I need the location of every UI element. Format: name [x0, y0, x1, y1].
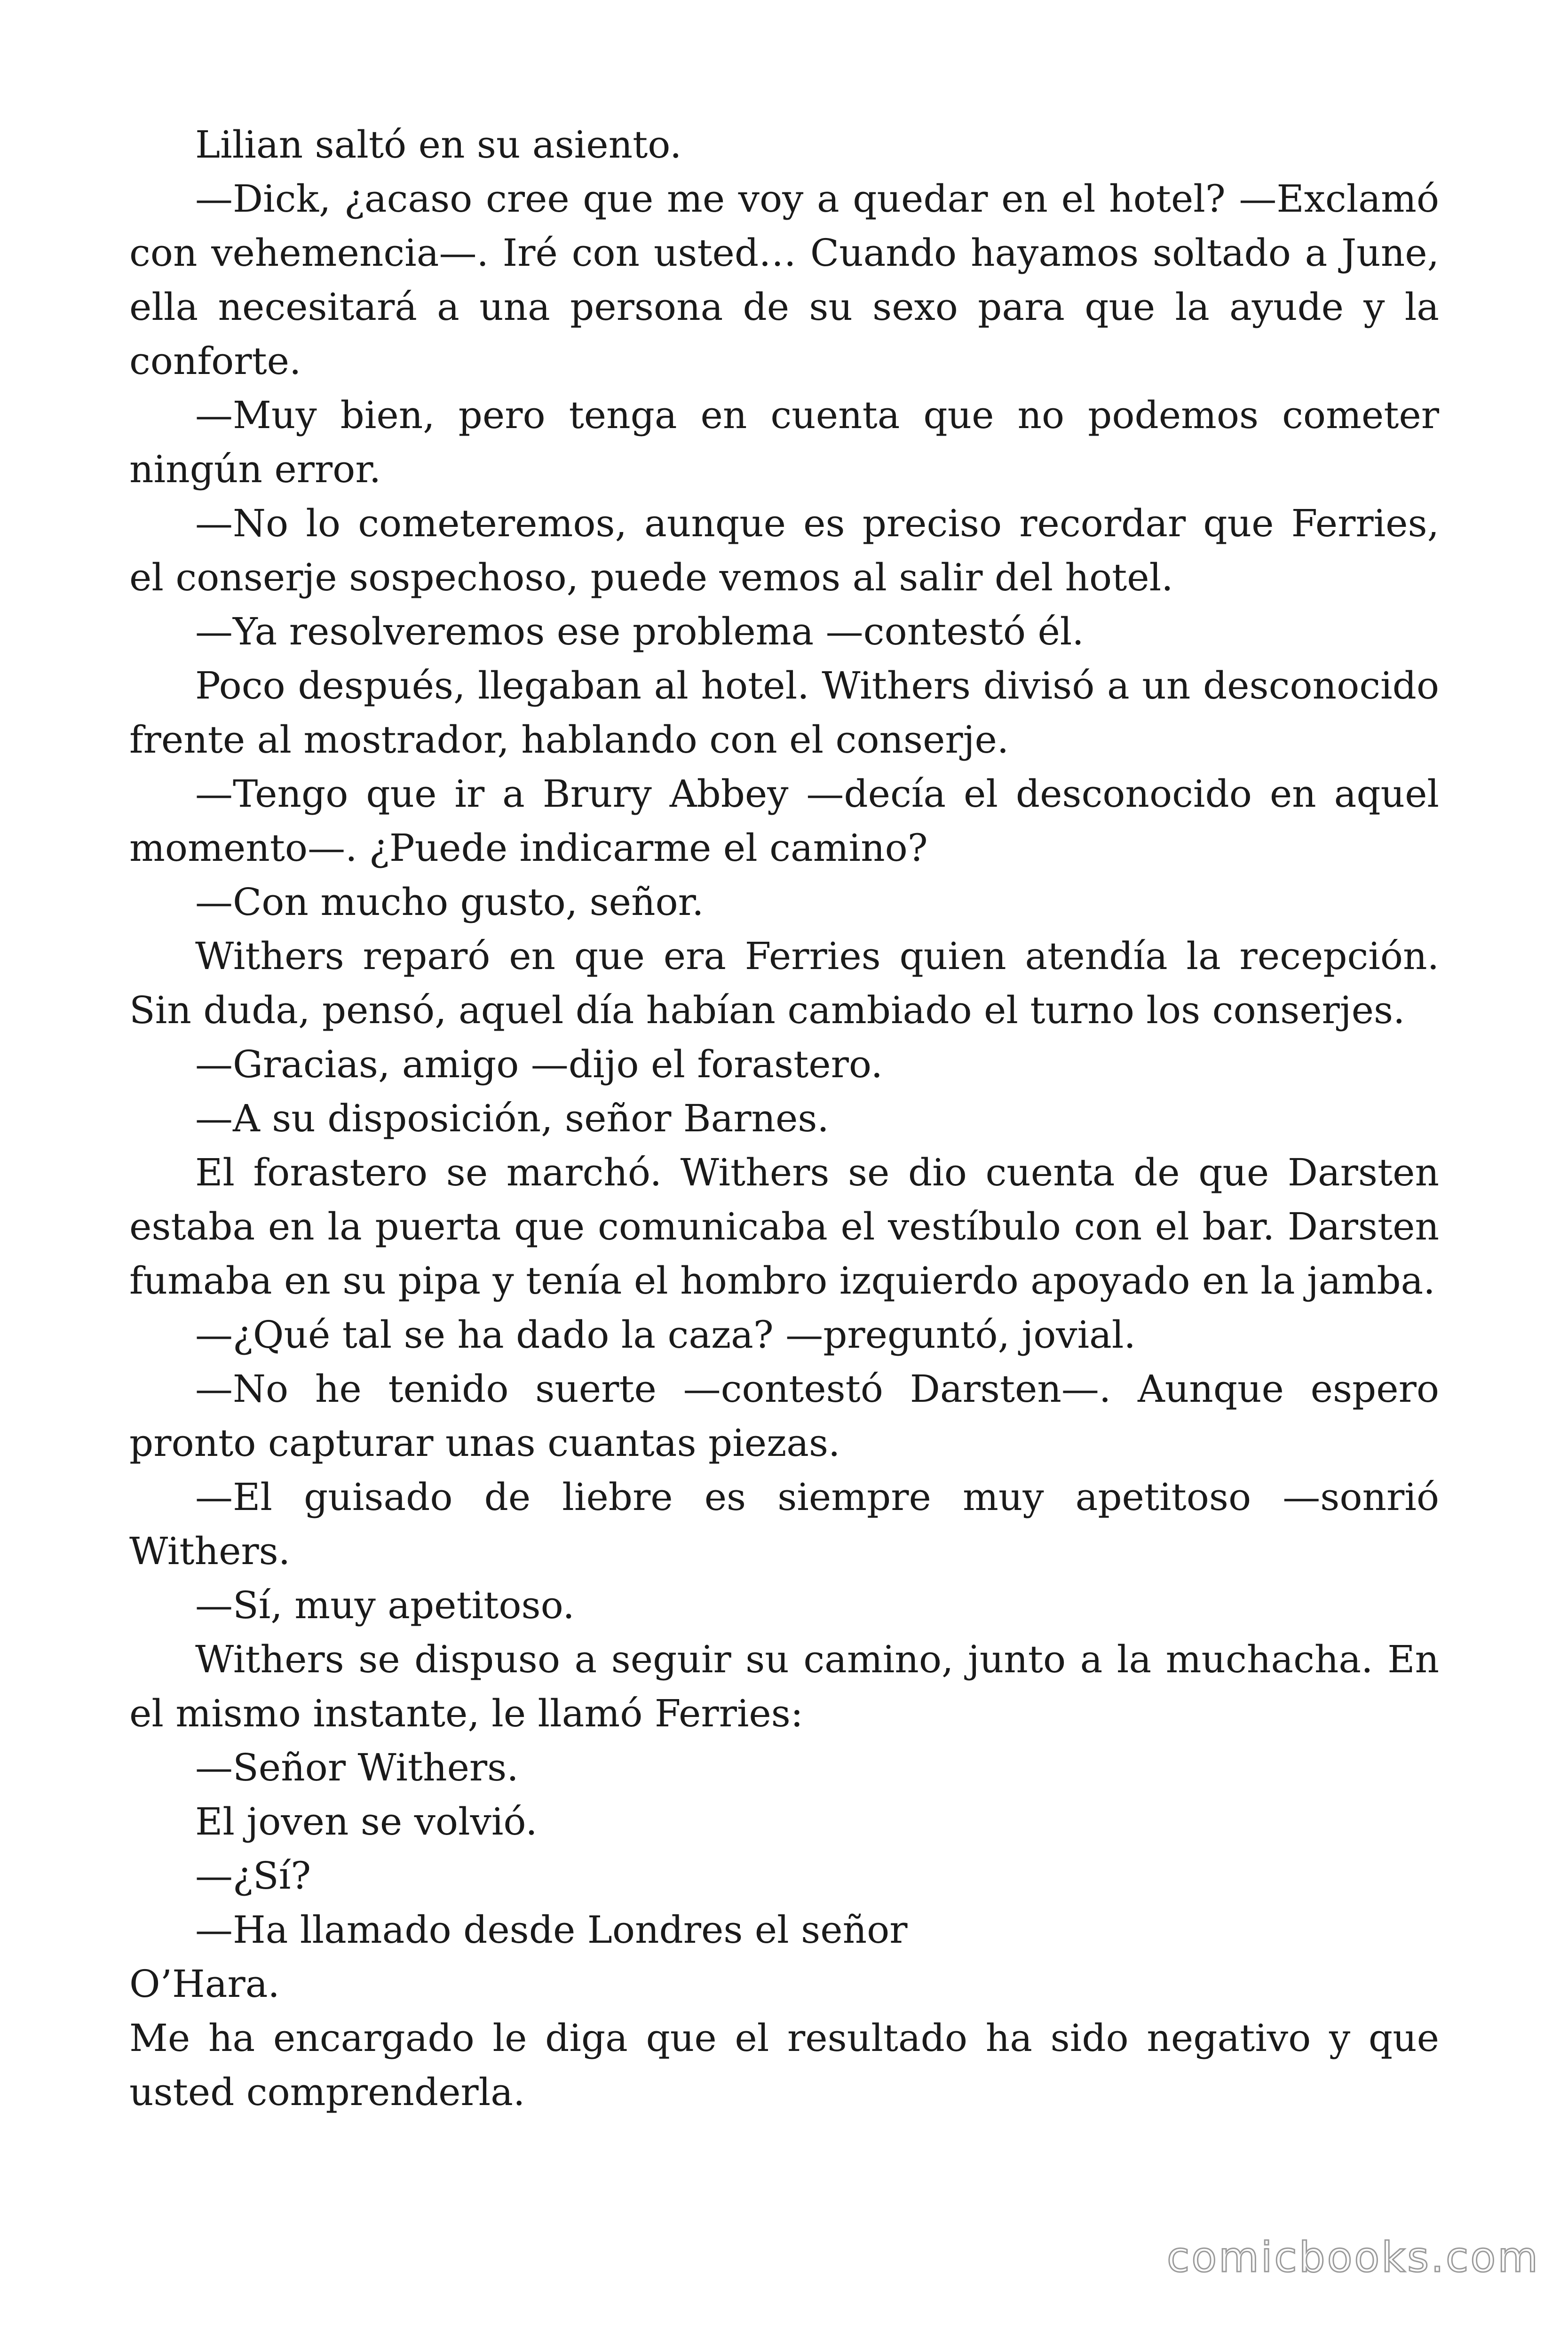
paragraph: —Muy bien, pero tenga en cuenta que no podemos cometer ningún error.: [129, 393, 1439, 491]
paragraph: Poco después, llegaban al hotel. Withers divisó a un desconocido frente al mostrador, hablando con el conserje.: [129, 664, 1439, 762]
paragraph: Withers se dispuso a seguir su camino, junto a la muchacha. En el mismo instante, le llamó Ferries:: [129, 1637, 1439, 1735]
paragraph: O’Hara.: [129, 1962, 280, 2006]
paragraph: —No he tenido suerte —contestó Darsten—. Aunque espero pronto capturar unas cuantas piezas.: [129, 1367, 1439, 1465]
paragraph: —Tengo que ir a Brury Abbey —decía el desconocido en aquel momento—. ¿Puede indicarme el camino?: [129, 772, 1439, 870]
paragraph: El forastero se marchó. Withers se dio cuenta de que Darsten estaba en la puerta que comunicaba el vestíbulo con el bar. Darsten fumaba en su pipa y tenía el hombro izquierdo apoyado en la jamba.: [129, 1151, 1439, 1303]
paragraph: —Con mucho gusto, señor.: [195, 880, 704, 924]
paragraph: —¿Sí?: [195, 1854, 311, 1898]
paragraph: —¿Qué tal se ha dado la caza? —preguntó, jovial.: [195, 1313, 1136, 1357]
paragraph: —Ha llamado desde Londres el señor: [195, 1908, 908, 1952]
paragraph: —El guisado de liebre es siempre muy apetitoso —sonrió Withers.: [129, 1475, 1439, 1573]
paragraph: —No lo cometeremos, aunque es preciso recordar que Ferries, el conserje sospechoso, puede vemos al salir del hotel.: [129, 501, 1439, 599]
paragraph: —Dick, ¿acaso cree que me voy a quedar en el hotel? —Exclamó con vehemencia—. Iré con usted… Cuando hayamos soltado a June, ella necesitará a una persona de su sexo para que la ayude y la conforte.: [129, 177, 1439, 383]
paragraph: —A su disposición, señor Barnes.: [195, 1097, 829, 1140]
paragraph: —Sí, muy apetitoso.: [195, 1583, 575, 1627]
paragraph: —Señor Withers.: [195, 1746, 519, 1789]
paragraph: Me ha encargado le diga que el resultado ha sido negativo y que usted comprenderla.: [129, 2016, 1439, 2114]
page-text: [129, 118, 1439, 2119]
paragraph: Withers reparó en que era Ferries quien atendía la recepción. Sin duda, pensó, aquel día habían cambiado el turno los conserjes.: [129, 934, 1439, 1032]
paragraph: El joven se volvió.: [195, 1800, 538, 1843]
paragraph: —Gracias, amigo —dijo el forastero.: [195, 1042, 883, 1086]
watermark: comicbooks.com: [1166, 2233, 1540, 2281]
paragraph: Lilian saltó en su asiento.: [195, 123, 682, 167]
paragraph: —Ya resolveremos ese problema —contestó él.: [195, 610, 1084, 653]
